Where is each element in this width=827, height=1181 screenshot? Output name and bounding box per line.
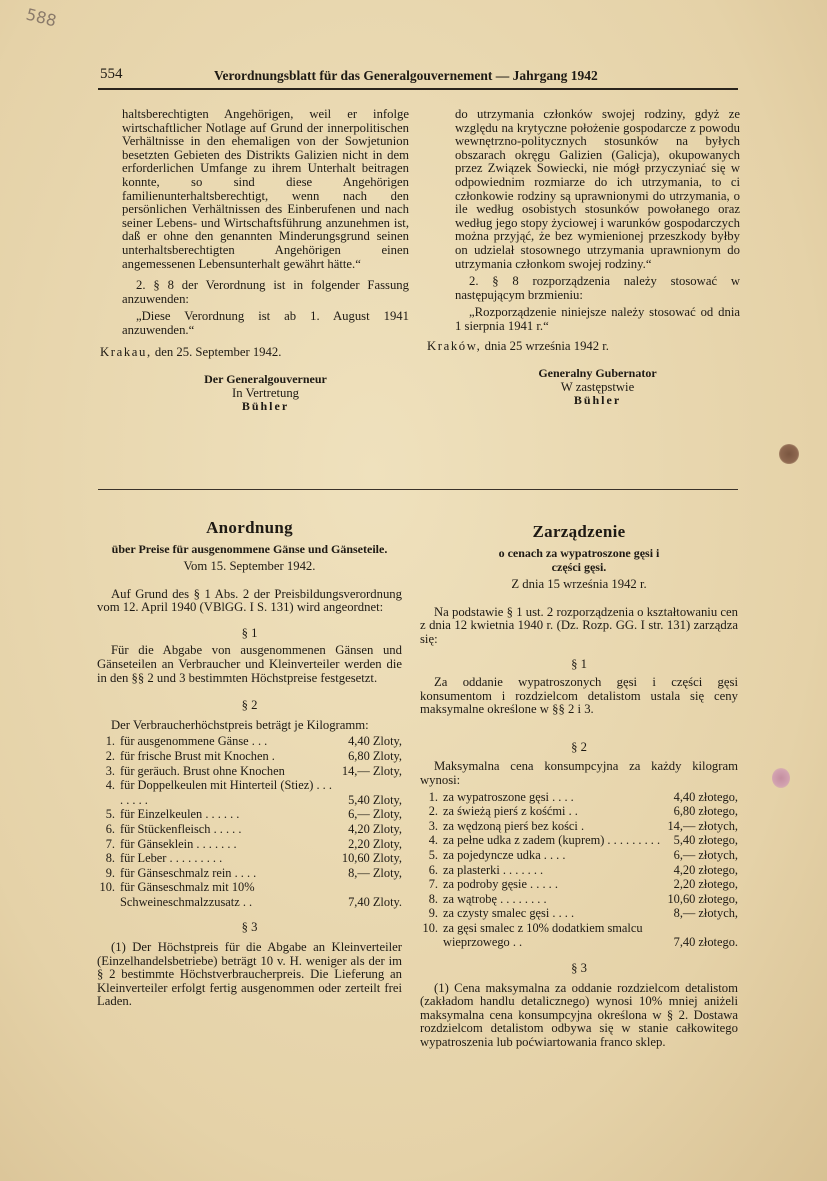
item-label: für Leber . . . . . . . . . xyxy=(120,851,223,866)
ordinance-subtitle-pl: o cenach za wypatroszone gęsi i części gęsi. xyxy=(498,546,660,574)
item-label: für Doppelkeulen mit Hinterteil (Stiez) . . . . . . . . xyxy=(120,778,332,807)
preamble-de: Auf Grund des § 1 Abs. 2 der Preisbildungsverordnung vom 12. April 1940 (VBlGG. I S. 131) wird angeordnet: xyxy=(97,586,402,615)
item-price: 14,— Zloty, xyxy=(341,763,402,778)
quote-de: „Diese Verordnung ist ab 1. August 1941 anzuwenden.“ xyxy=(122,309,409,337)
price-item-row xyxy=(97,764,402,779)
date-text-pl: dnia 25 września 1942 r. xyxy=(481,338,609,353)
place-name-de: Krakau, xyxy=(100,344,152,359)
item-number: 7. xyxy=(105,836,115,851)
price-item-row xyxy=(97,749,402,764)
item-number: 6. xyxy=(105,821,115,836)
section-3-head-pl: § 3 xyxy=(571,961,587,976)
gazette-title: Verordnungsblatt für das Generalgouvernement — Jahrgang 1942 xyxy=(214,68,598,83)
item-label: za świeżą pierś z kośćmi . . xyxy=(443,804,578,819)
item-label: za wątrobę . . . . . . . . xyxy=(443,891,547,906)
section-3-text-de: (1) Der Höchstpreis für die Abgabe an Kleinverteiler (Einzelhandelsbetriebe) beträgt 10 v. H. weniger als der im § 2 bestimmte Höchstverbraucherpreis. Die Lieferung an Kleinverteiler erfolgt fertig ausgenommen oder zerteilt frei Laden. xyxy=(97,940,402,1009)
item-label: za wypatroszone gęsi . . . . xyxy=(443,789,574,804)
item-label: für Stückenfleisch . . . . . xyxy=(120,821,242,836)
item-number: 4. xyxy=(428,833,438,848)
signature-name-pl: Bühler xyxy=(573,393,622,408)
item-number: 4. xyxy=(105,778,115,793)
item-number: 1. xyxy=(428,789,438,804)
item-price: 8,— Zloty, xyxy=(348,865,402,880)
section-divider xyxy=(98,489,738,490)
item-number: 8. xyxy=(428,891,438,906)
date-text-de: den 25. September 1942. xyxy=(151,344,282,359)
section-1-text-de: Für die Abgabe von ausgenommenen Gänsen und Gänseteilen an Verbraucher und Kleinverteiler werden die in den §§ 2 und 3 bestimmten Höchstpreise festgesetzt. xyxy=(97,643,402,685)
preamble-pl: Na podstawie § 1 ust. 2 rozporządzenia o kształtowaniu cen z dnia 12 kwietnia 1940 r. (Dz. Rozp. GG. I str. 131) zarządza się: xyxy=(420,604,738,646)
ordinance-subtitle-de: über Preise für ausgenommene Gänse und Gänseteile. xyxy=(111,542,388,556)
section-2-head-de: § 2 xyxy=(241,698,258,713)
price-item-row xyxy=(420,863,738,878)
item-price: 6,80 złotego, xyxy=(673,804,738,819)
item-number: 3. xyxy=(105,763,115,778)
item-number: 5. xyxy=(428,847,438,862)
item-price: 2,20 Zloty, xyxy=(348,836,402,851)
price-item-row xyxy=(97,837,402,852)
ordinance-date-pl: Z dnia 15 września 1942 r. xyxy=(511,577,647,591)
item-number: 10. xyxy=(422,920,438,935)
section-1-text-pl: Za oddanie wypatroszonych gęsi i części gęsi konsumentom i rozdzielcom detalistom ustala się ceny maksymalne określone w §§ 2 i 3. xyxy=(420,674,738,717)
item-number: 6. xyxy=(428,862,438,877)
continuation-text-pl: do utrzymania członków swojej rodziny, gdyż ze względu na krytyczne położenie gospodarcze z powodu wewnętrzno-politycznych stosunków na byłych obszarach okręgu Galizien (Galicja), okupowanych przez Związek Sowiecki, nie mógł przyczyniać się w odpowiednim rozmiarze do ich utrzymania, to ci członkowie rodziny są uprawnionymi do utrzymania, o ile według osobistych stosunków powołanego oraz według jego stopy życiowej i warunków gospodarczych można przyjąć, że bez wymienionej przeszkody byłby on udzielał stosownego utrzymania uprawnionym do utrzymania członkom swojej rodziny.“ xyxy=(455,107,740,271)
signature-title-pl: Generalny Gubernator xyxy=(538,366,657,381)
item-label: za pojedyncze udka . . . . xyxy=(443,847,566,862)
item-price: 10,60 złotego, xyxy=(667,891,738,906)
point-2-de: 2. § 8 der Verordnung ist in folgender Fassung anzuwenden: xyxy=(122,278,409,306)
signature-sub-de: In Vertretung xyxy=(231,385,300,400)
item-price: 7,40 złotego. xyxy=(673,935,738,950)
page-number: 554 xyxy=(100,66,123,82)
price-item-row xyxy=(97,807,402,822)
archive-pencil-number: 588 xyxy=(24,4,59,31)
item-label: für geräuch. Brust ohne Knochen xyxy=(120,763,285,778)
running-header xyxy=(98,66,738,90)
item-label: für Gänseschmalz mit 10% Schweineschmalzzusatz . . xyxy=(120,880,255,909)
item-label: za plasterki . . . . . . . xyxy=(443,862,544,877)
price-item-row xyxy=(97,851,402,866)
price-item-row xyxy=(97,880,402,909)
ordinance-date-de: Vom 15. September 1942. xyxy=(183,559,316,573)
item-price: 6,80 Zloty, xyxy=(348,748,402,763)
item-label: za wędzoną pierś bez kości . xyxy=(443,818,585,833)
price-item-row xyxy=(420,906,738,921)
continuation-text-de: haltsberechtigten Angehörigen, weil er infolge wirtschaftlicher Notlage auf Grund der innerpolitischen Verhältnisse in den ehemaligen von der Sowjetunion besetzten Gebieten des Distrikts Galizien nicht in dem erforderlichen Umfange zu ihrem Unterhalt beitragen konnte, so sind diese Angehörigen familienunterhaltsberechtigt, wenn nach den persönlichen Verhältnissen des Einberufenen und nach seiner Lebens- und Wirtschaftsführung anzunehmen ist, daß er ohne den genannten Minderungsgrund seinen unterhaltsberechtigten Angehörigen einen angemessenen Lebensunterhalt gewährt hätte.“ xyxy=(122,107,409,271)
item-price: 6,— Zloty, xyxy=(348,807,402,822)
section-2-head-pl: § 2 xyxy=(571,739,587,754)
ordinance-title-de: Anordnung xyxy=(206,518,293,537)
item-label: za czysty smalec gęsi . . . . xyxy=(443,906,575,921)
item-label: für ausgenommene Gänse . . . xyxy=(120,734,268,749)
item-price: 14,— złotych, xyxy=(667,818,738,833)
signature-title-de: Der Generalgouverneur xyxy=(204,372,327,387)
signature-name-de: Bühler xyxy=(241,399,290,414)
item-number: 5. xyxy=(105,807,115,822)
item-price: 4,20 złotego, xyxy=(673,862,738,877)
price-item-row xyxy=(97,822,402,837)
section-3-text-pl: (1) Cena maksymalna za oddanie rozdzielcom detalistom (zakładom handlu detalicznego) wynosi 10% mniej aniżeli maksymalna cena konsumpcyjna określona w § 2. Dostawa rozdzielcom detalistom odbywa się w stanie całkowitego wypatroszenia lub poćwiartowania franco sklep. xyxy=(420,980,738,1050)
price-item-row xyxy=(420,921,738,950)
item-number: 9. xyxy=(428,906,438,921)
item-label: für Einzelkeulen . . . . . . xyxy=(120,807,240,822)
price-item-row xyxy=(420,819,738,834)
item-price: 4,40 Zloty, xyxy=(348,734,402,749)
section-1-head-de: § 1 xyxy=(241,625,258,640)
item-number: 1. xyxy=(105,734,115,749)
item-price: 4,20 Zloty, xyxy=(348,821,402,836)
item-label: für Gänseschmalz rein . . . . xyxy=(120,865,257,880)
item-label: für frische Brust mit Knochen . xyxy=(120,748,275,763)
item-number: 9. xyxy=(105,865,115,880)
section-2-intro-de: Der Verbraucherhöchstpreis beträgt je Kilogramm: xyxy=(111,717,369,732)
item-price: 5,40 złotego, xyxy=(673,833,738,848)
section-1-head-pl: § 1 xyxy=(571,657,587,672)
paper-stain-mark xyxy=(772,768,790,788)
price-item-row xyxy=(97,734,402,749)
item-number: 10. xyxy=(99,880,115,895)
item-price: 8,— złotych, xyxy=(673,906,738,921)
item-price: 5,40 Zloty, xyxy=(348,792,402,807)
section-3-head-de: § 3 xyxy=(241,920,258,935)
ordinance-title-pl: Zarządzenie xyxy=(532,522,626,541)
item-number: 2. xyxy=(428,804,438,819)
item-price: 4,40 złotego, xyxy=(673,789,738,804)
item-price: 7,40 Zloty. xyxy=(348,894,402,909)
item-label: za pełne udka z zadem (kuprem) . . . . . . . . . xyxy=(443,833,661,848)
item-number: 8. xyxy=(105,851,115,866)
polish-ordinance xyxy=(420,522,738,1050)
price-item-row xyxy=(420,804,738,819)
item-number: 2. xyxy=(105,748,115,763)
price-table-pl xyxy=(420,790,738,951)
price-item-row xyxy=(420,833,738,848)
price-table-de xyxy=(97,734,402,909)
signature-sub-pl: W zastępstwie xyxy=(560,379,635,394)
price-item-row xyxy=(420,892,738,907)
place-date-de xyxy=(100,346,409,360)
top-german-column xyxy=(100,107,409,414)
price-item-row xyxy=(97,866,402,881)
item-price: 10,60 Zloty, xyxy=(341,851,402,866)
item-label: für Gänseklein . . . . . . . xyxy=(120,836,237,851)
section-2-intro-pl: Maksymalna cena konsumpcyjna za każdy kilogram wynosi: xyxy=(420,759,738,787)
item-number: 7. xyxy=(428,877,438,892)
german-ordinance xyxy=(97,518,402,1009)
paper-stain-mark xyxy=(779,444,799,464)
price-item-row xyxy=(420,877,738,892)
price-item-row xyxy=(420,848,738,863)
item-price: 2,20 złotego, xyxy=(673,877,738,892)
top-polish-column xyxy=(427,107,740,408)
quote-pl: „Rozporządzenie niniejsze należy stosować od dnia 1 sierpnia 1941 r.“ xyxy=(455,305,740,333)
item-label: za podroby gęsie . . . . . xyxy=(443,877,558,892)
price-item-row xyxy=(97,778,402,807)
place-date-pl xyxy=(427,340,740,354)
item-number: 3. xyxy=(428,818,438,833)
point-2-pl: 2. § 8 rozporządzenia należy stosować w następującym brzmieniu: xyxy=(455,274,740,302)
item-label: za gęsi smalec z 10% dodatkiem smalcu wieprzowego . . xyxy=(443,920,643,950)
item-price: 6,— złotych, xyxy=(673,847,738,862)
price-item-row xyxy=(420,790,738,805)
place-name-pl: Kraków, xyxy=(427,338,482,353)
